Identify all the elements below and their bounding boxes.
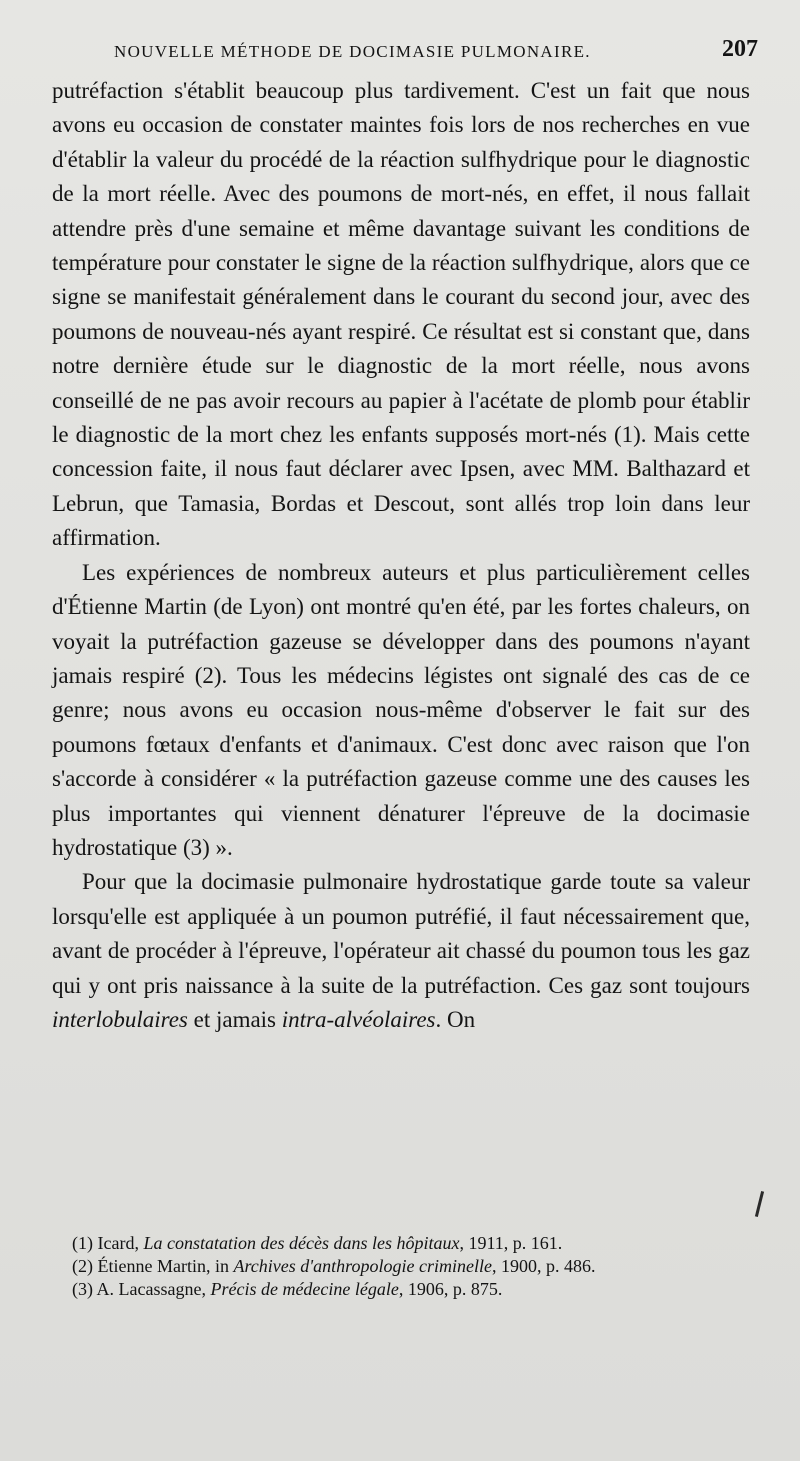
- footnote-text: A. Lacassagne,: [93, 1278, 211, 1299]
- running-title: NOUVELLE MÉTHODE DE DOCIMASIE PULMONAIRE.: [114, 42, 591, 61]
- footnote-1: [52, 1232, 750, 1255]
- footnote-marker: (3): [72, 1278, 93, 1299]
- footnote-text: Icard,: [93, 1233, 144, 1253]
- italic-term-intra-alveolaires: intra-alvéolaires: [281, 1006, 436, 1032]
- footnote-text: , 1900, p. 486.: [491, 1255, 596, 1276]
- paragraph-3-text: . On: [435, 1006, 476, 1032]
- footnote-title: Précis de médecine légale: [210, 1278, 399, 1299]
- footnotes: [52, 1232, 750, 1300]
- paragraph-2: Les expériences de nombreux auteurs et plus particulièrement celles d'Étienne Martin (de Lyon) ont montré qu'en été, par les fortes chaleurs, on voyait la putréfaction gazeuse se développer dans des poumons n'ayant jamais respiré (2). Tous les médecins légistes ont signalé des cas de ce genre; nous avons eu occasion nous-même d'observer le fait sur des poumons fœtaux d'enfants et d'animaux. C'est donc avec raison que l'on s'accorde à considérer « la putréfaction gazeuse comme une des causes les plus importantes qui viennent dénaturer l'épreuve de la docimasie hydrostatique (3) ».: [52, 559, 750, 860]
- italic-term-interlobulaires: interlobulaires: [52, 1006, 188, 1032]
- paragraph-3: [52, 865, 750, 1037]
- footnote-text: , 1906, p. 875.: [398, 1278, 503, 1299]
- footnote-3: [52, 1278, 750, 1301]
- page-number: 207: [722, 36, 758, 62]
- footnote-text: Étienne Martin, in: [93, 1255, 234, 1276]
- footnote-title: Archives d'anthropologie criminelle: [233, 1255, 492, 1276]
- footnote-marker: (2): [72, 1255, 93, 1276]
- footnote-title: La constatation des décès dans les hôpitaux: [143, 1233, 460, 1253]
- footnote-marker: (1): [72, 1233, 93, 1253]
- body-text: [52, 74, 750, 1037]
- paragraph-3-text: Pour que la docimasie pulmonaire hydrostatique garde toute sa valeur lorsqu'elle est appliquée à un poumon putréfié, il faut nécessairement que, avant de procéder à l'épreuve, l'opérateur ait chassé du poumon tous les gaz qui y ont pris naissance à la suite de la putréfaction. Ces gaz sont toujours: [52, 869, 750, 998]
- paragraph-3-text: et jamais: [187, 1006, 282, 1032]
- page-header: [108, 36, 758, 74]
- margin-pencil-mark: [755, 1191, 764, 1217]
- footnote-2: [52, 1255, 750, 1278]
- footnote-text: , 1911, p. 161.: [459, 1233, 563, 1253]
- paragraph-1: putréfaction s'établit beaucoup plus tardivement. C'est un fait que nous avons eu occasion de constater maintes fois lors de nos recherches en vue d'établir la valeur du procédé de la réaction sulfhydrique pour le diagnostic de la mort réelle. Avec des poumons de mort-nés, en effet, il nous fallait attendre près d'une semaine et même davantage suivant les conditions de température pour constater le signe de la réaction sulfhydrique, alors que ce signe se manifestait généralement dans le courant du second jour, avec des poumons de nouveau-nés ayant respiré. Ce résultat est si constant que, dans notre dernière étude sur le diagnostic de la mort réelle, nous avons conseillé de ne pas avoir recours au papier à l'acétate de plomb pour établir le diagnostic de la mort chez les enfants supposés mort-nés (1). Mais cette concession faite, il nous faut déclarer avec Ipsen, avec MM. Balthazard et Lebrun, que Tamasia, Bordas et Descout, sont allés trop loin dans leur affirmation.: [52, 78, 750, 551]
